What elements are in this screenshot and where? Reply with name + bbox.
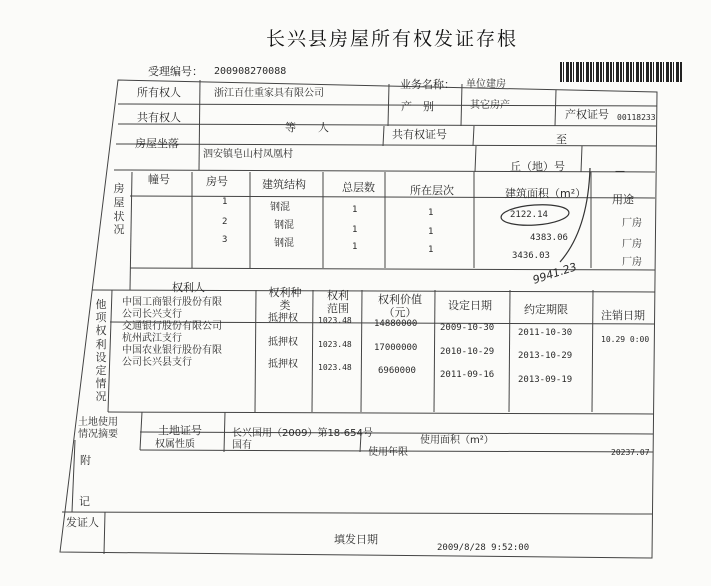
other-row-2-holder-line2: 杭州武江支行	[122, 333, 182, 344]
house-row-3-structure: 钢混	[274, 238, 294, 249]
house-row-1-floor: 1	[428, 208, 434, 218]
other-rights-side-label: 他项权利设定情况	[95, 298, 107, 404]
other-row-1-scope: 1023.48	[318, 316, 352, 325]
other-row-2-kind: 抵押权	[268, 337, 298, 348]
house-section-side-label: 房屋状况	[113, 182, 125, 237]
house-row-3-use: 厂房	[622, 257, 642, 268]
land-term-label: 使用年限	[368, 447, 408, 458]
land-area-value: 20237.07	[611, 448, 650, 457]
land-nature-value: 国有	[232, 440, 252, 451]
land-cert-value: 长兴国用（2009）第18-654号	[232, 428, 373, 439]
other-header-holder: 权利人	[172, 281, 205, 294]
house-row-1-room: 1	[222, 197, 228, 207]
property-type-value: 其它房产	[470, 100, 510, 111]
house-row-3-total: 1	[352, 242, 358, 252]
accept-no-value: 200908270088	[214, 66, 287, 77]
cert-no-label: 产权证号	[565, 108, 609, 121]
house-row-2-total: 1	[352, 225, 358, 235]
other-header-value: 权利价值（元）	[378, 293, 422, 320]
other-row-2-scope: 1023.48	[318, 340, 352, 349]
other-row-3-holder-line1: 中国农业银行股份有限	[122, 345, 222, 356]
other-row-2-term: 2013-10-29	[518, 351, 573, 361]
house-row-3-room: 3	[222, 235, 228, 245]
other-row-2-set-date: 2010-10-29	[440, 347, 495, 357]
house-row-2-room: 2	[222, 217, 228, 227]
other-row-1-set-date: 2009-10-30	[440, 323, 495, 333]
house-row-2-structure: 钢混	[274, 220, 294, 231]
other-row-3-term: 2013-09-19	[518, 375, 573, 385]
biz-name-label: 业务名称：	[400, 78, 455, 91]
other-row-1-value: 14880000	[374, 319, 418, 329]
page-title: 长兴县房屋所有权发证存根	[266, 28, 519, 50]
issuer-label: 发证人	[66, 516, 99, 529]
house-row-1-total: 1	[352, 205, 358, 215]
land-label-line1: 土地使用	[78, 417, 118, 428]
other-row-1-holder-line2: 公司长兴支行	[122, 309, 182, 320]
house-row-1-use: 厂房	[622, 218, 642, 229]
location-value: 泗安镇皂山村凤凰村	[203, 149, 293, 160]
other-row-2-value: 17000000	[374, 343, 418, 353]
handwritten-total: 9941.23	[531, 260, 579, 287]
issue-date-label: 填发日期	[334, 533, 378, 546]
other-row-1-cancel: 10.29 0:00	[601, 335, 650, 344]
cert-no-value: 00118233	[617, 113, 656, 122]
notes-char-1: 附	[80, 454, 91, 467]
property-type-label: 产 别	[401, 100, 434, 113]
owner-label: 所有权人	[137, 86, 181, 99]
owner-value: 浙江百仕重家具有限公司	[214, 88, 324, 99]
other-header-cancel-date: 注销日期	[601, 309, 645, 322]
house-header-floor: 所在层次	[410, 184, 454, 197]
plot-dash: —	[615, 166, 625, 177]
house-header-structure: 建筑结构	[262, 178, 306, 191]
other-header-scope: 权利范围	[327, 289, 349, 315]
house-row-3-area: 3436.03	[512, 251, 550, 261]
issue-date-value: 2009/8/28 9:52:00	[437, 543, 530, 553]
other-row-2-holder-line1: 交通银行股份有限公司	[122, 321, 222, 332]
other-row-3-value: 6960000	[378, 366, 416, 376]
house-header-area: 建筑面积（m²）	[505, 187, 587, 200]
co-owner-label: 共有权人	[137, 111, 181, 124]
house-header-building-no: 幢号	[148, 173, 170, 186]
house-header-total-floors: 总层数	[342, 181, 375, 194]
barcode	[560, 62, 682, 82]
house-row-3-floor: 1	[428, 245, 434, 255]
house-row-2-area: 4383.06	[530, 233, 568, 243]
house-row-1-structure: 钢混	[270, 202, 290, 213]
co-cert-label: 共有权证号	[392, 128, 447, 141]
co-owner-count: 等 人	[285, 121, 329, 134]
other-row-3-holder-line2: 公司长兴县支行	[122, 357, 192, 368]
handwritten-stroke	[560, 168, 590, 262]
other-row-1-kind: 抵押权	[268, 313, 298, 324]
other-row-1-term: 2011-10-30	[518, 328, 573, 338]
other-row-3-kind: 抵押权	[268, 359, 298, 370]
other-header-term: 约定期限	[524, 303, 568, 316]
other-row-3-scope: 1023.48	[318, 363, 352, 372]
house-header-room-no: 房号	[206, 175, 228, 188]
house-row-2-floor: 1	[428, 227, 434, 237]
house-row-2-use: 厂房	[622, 239, 642, 250]
other-row-3-set-date: 2011-09-16	[440, 370, 495, 380]
other-row-1-holder-line1: 中国工商银行股份有限	[122, 297, 222, 308]
co-cert-to: 至	[556, 133, 567, 146]
house-row-1-area: 2122.14	[510, 210, 548, 220]
plot-label: 丘（地）号	[510, 160, 565, 173]
land-nature-label: 权属性质	[155, 439, 195, 450]
other-header-kind: 权利种类	[268, 286, 302, 312]
location-label: 房屋坐落	[135, 137, 179, 150]
land-area-label: 使用面积（m²）	[420, 435, 494, 446]
biz-name-value: 单位建房	[466, 79, 506, 90]
land-label-line2: 情况摘要	[78, 429, 118, 440]
land-cert-label: 土地证号	[158, 424, 202, 437]
house-header-use: 用途	[612, 193, 634, 206]
other-header-set-date: 设定日期	[448, 299, 492, 312]
accept-no-label: 受理编号：	[148, 65, 203, 78]
notes-char-2: 记	[79, 495, 90, 508]
